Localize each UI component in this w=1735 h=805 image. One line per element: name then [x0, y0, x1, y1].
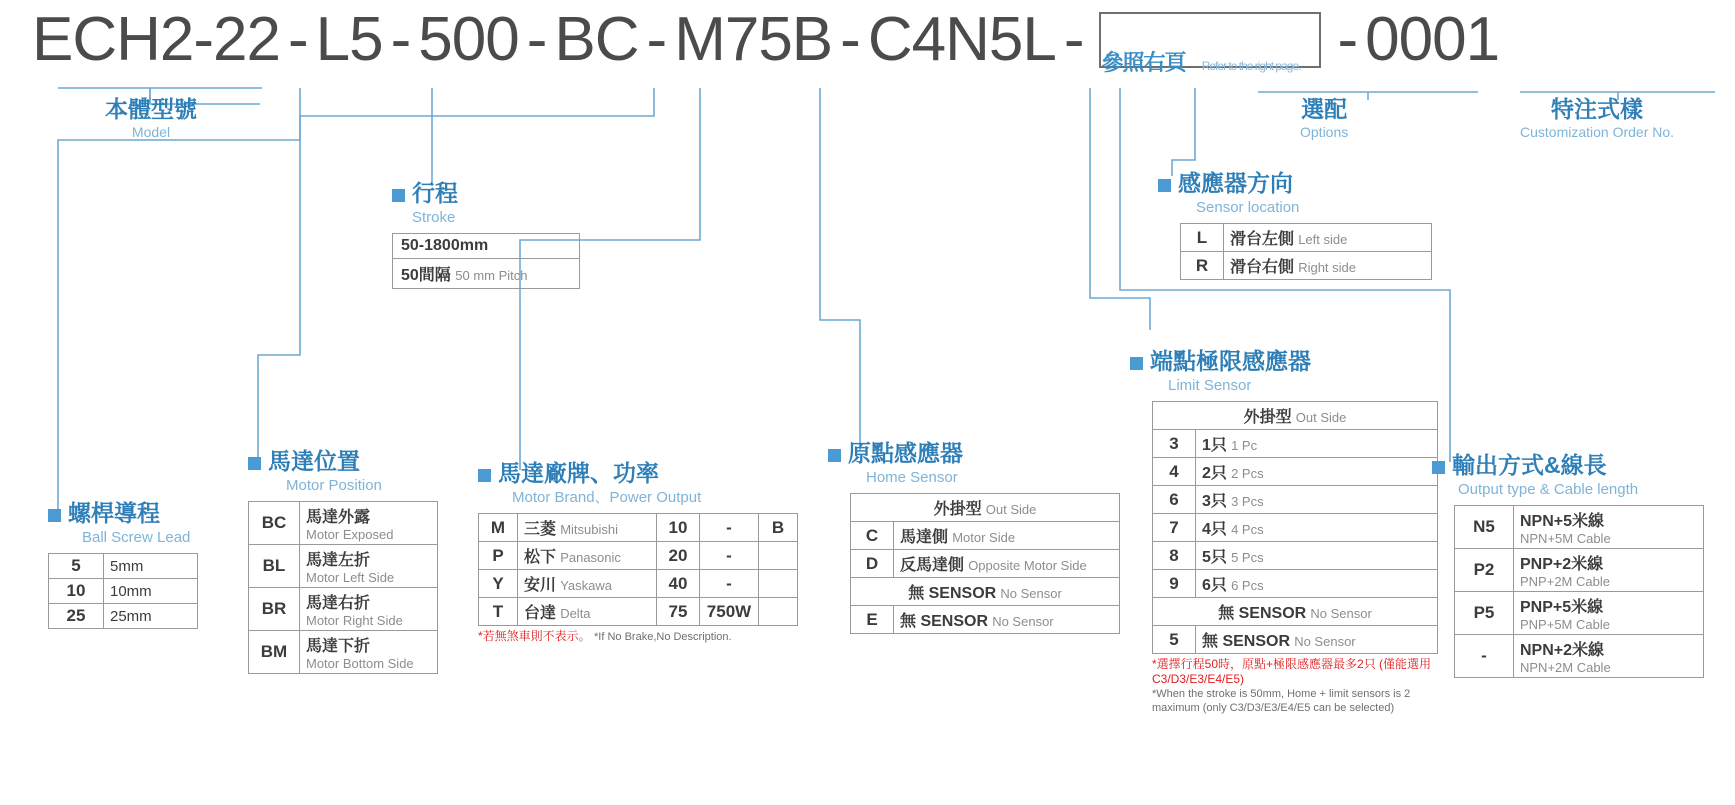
home-sensor-zh-1: 反馬達側 [900, 557, 965, 575]
output-type-desc-1 [1514, 549, 1704, 592]
limit-sensor-code-3: 7 [1153, 514, 1196, 542]
table-row [1153, 514, 1438, 542]
home-sensor-title-en: Home Sensor [866, 468, 958, 486]
pn-token-9: - [840, 5, 860, 74]
limit-sensor-desc-1 [1196, 458, 1438, 486]
motor-brand-pw-3: 75 [657, 598, 700, 626]
callout-model [105, 96, 197, 140]
home-sensor-nosensor-full [851, 578, 1120, 606]
sensor-location-zh-1: 滑台右側 [1230, 259, 1295, 277]
callout-motor-brand [478, 460, 808, 645]
ball-screw-val-1: 10mm [104, 579, 198, 604]
home-sensor-group-en: Out Side [985, 502, 1037, 518]
limit-sensor-table [1152, 401, 1438, 654]
table-row [1153, 626, 1438, 654]
output-type-zh-0: NPN+5米線 [1520, 513, 1605, 531]
limit-sensor-group-en: Out Side [1295, 410, 1347, 426]
output-type-code-3: - [1455, 635, 1514, 678]
callout-sensor-location [1158, 170, 1432, 280]
limit-sensor-desc-0 [1196, 430, 1438, 458]
output-type-title-zh: 輸出方式&線長 [1452, 452, 1607, 478]
limit-sensor-en-0: 1 Pc [1231, 438, 1258, 454]
bullet-square-icon [828, 449, 841, 462]
limit-sensor-nosensor-full [1153, 598, 1438, 626]
bullet-square-icon [392, 189, 405, 202]
ball-screw-val-0: 5mm [104, 554, 198, 579]
motor-position-code-1: BL [249, 545, 300, 588]
option-box-en: Refer to the right page. [1201, 58, 1301, 73]
table-row [1153, 402, 1438, 430]
motor-brand-en-2: Yaskawa [560, 578, 612, 594]
motor-position-desc-0 [300, 502, 438, 545]
table-row [1455, 592, 1704, 635]
sensor-location-code-1: R [1181, 252, 1224, 280]
sensor-location-en-0: Left side [1298, 232, 1348, 248]
output-type-zh-2: PNP+5米線 [1520, 599, 1604, 617]
output-type-code-1: P2 [1455, 549, 1514, 592]
output-type-desc-3 [1514, 635, 1704, 678]
limit-sensor-group [1153, 402, 1438, 430]
output-type-code-0: N5 [1455, 506, 1514, 549]
pn-token-1: - [288, 5, 308, 74]
output-type-desc-0 [1514, 506, 1704, 549]
motor-position-title-en: Motor Position [286, 476, 382, 494]
table-row [479, 570, 798, 598]
pn-token-5: - [526, 5, 547, 74]
motor-position-code-0: BC [249, 502, 300, 545]
limit-sensor-title-zh: 端點極限感應器 [1150, 348, 1311, 374]
motor-brand-name-0 [518, 514, 657, 542]
table-row [1153, 598, 1438, 626]
table-row [479, 514, 798, 542]
pn-token-10: C4N5L [867, 5, 1056, 74]
pn-token-6: BC [554, 5, 639, 74]
table-row [1153, 486, 1438, 514]
table-row [49, 579, 198, 604]
output-type-code-2: P5 [1455, 592, 1514, 635]
motor-brand-pwv-1: - [700, 542, 759, 570]
pn-tail-dash: - [1337, 5, 1358, 74]
home-sensor-nosensor-row-en: No Sensor [992, 614, 1054, 630]
motor-brand-code-3: T [479, 598, 518, 626]
limit-sensor-nosensor-row-zh: 無 SENSOR [1202, 633, 1291, 651]
motor-position-zh-0: 馬達外露 [306, 509, 371, 527]
table-row [249, 545, 438, 588]
motor-brand-brake-1 [759, 542, 798, 570]
table-row [49, 554, 198, 579]
limit-sensor-group-zh: 外掛型 [1243, 409, 1292, 427]
motor-brand-pw-0: 10 [657, 514, 700, 542]
limit-sensor-en-4: 5 Pcs [1231, 550, 1264, 566]
home-sensor-code-2: E [851, 606, 894, 634]
motor-position-en-1: Motor Left Side [306, 570, 395, 586]
home-sensor-code-0: C [851, 522, 894, 550]
table-row [851, 578, 1120, 606]
home-sensor-title-zh: 原點感應器 [848, 440, 963, 466]
motor-position-desc-2 [300, 588, 438, 631]
sensor-location-desc-0 [1224, 224, 1432, 252]
motor-brand-zh-1: 松下 [524, 549, 557, 567]
callout-stroke [392, 180, 580, 289]
home-sensor-table [850, 493, 1120, 634]
option-box-zh: 參照右頁 [1101, 49, 1186, 75]
stroke-table [392, 233, 580, 289]
stroke-title-en: Stroke [412, 208, 456, 226]
home-sensor-group [851, 494, 1120, 522]
limit-sensor-note-en: *When the stroke is 50mm, Home + limit sensors is 2 maximum (only C3/D3/E3/E4/E5 can be selected) [1152, 688, 1411, 714]
pn-token-0: ECH2-22 [32, 5, 280, 74]
sensor-location-table [1180, 223, 1432, 280]
pn-token-2: L5 [315, 5, 383, 74]
stroke-title-zh: 行程 [412, 180, 458, 206]
table-row [1153, 542, 1438, 570]
stroke-pitch-en: 50 mm Pitch [455, 268, 528, 284]
motor-position-en-0: Motor Exposed [306, 527, 394, 543]
limit-sensor-en-2: 3 Pcs [1231, 494, 1264, 510]
output-type-zh-1: PNP+2米線 [1520, 556, 1604, 574]
output-type-en-0: NPN+5M Cable [1520, 531, 1611, 547]
pn-token-3: - [390, 5, 411, 74]
motor-position-zh-2: 馬達右折 [306, 595, 371, 613]
output-type-zh-3: NPN+2米線 [1520, 642, 1605, 660]
motor-brand-table [478, 513, 798, 626]
home-sensor-nosensor-zh: 無 SENSOR [908, 585, 997, 603]
home-sensor-nosensor-row-zh: 無 SENSOR [900, 613, 989, 631]
option-placeholder-box[interactable] [1099, 12, 1321, 75]
output-type-title-en: Output type & Cable length [1458, 480, 1639, 498]
limit-sensor-zh-0: 1只 [1202, 437, 1227, 455]
limit-sensor-code-0: 3 [1153, 430, 1196, 458]
motor-position-zh-3: 馬達下折 [306, 638, 371, 656]
table-row [479, 598, 798, 626]
motor-brand-note-zh: *若無煞車則不表示。 [478, 629, 591, 644]
limit-sensor-code-5: 9 [1153, 570, 1196, 598]
home-sensor-en-1: Opposite Motor Side [968, 558, 1087, 574]
motor-position-zh-1: 馬達左折 [306, 552, 371, 570]
table-row [851, 550, 1120, 578]
table-row [851, 522, 1120, 550]
limit-sensor-zh-1: 2只 [1202, 465, 1227, 483]
motor-position-desc-1 [300, 545, 438, 588]
limit-sensor-en-5: 6 Pcs [1231, 578, 1264, 594]
motor-brand-brake-3 [759, 598, 798, 626]
customization-title-zh: 特注式樣 [1551, 96, 1644, 122]
limit-sensor-title-en: Limit Sensor [1168, 376, 1252, 394]
limit-sensor-zh-5: 6只 [1202, 577, 1227, 595]
options-title-zh: 選配 [1301, 96, 1348, 122]
limit-sensor-code-2: 6 [1153, 486, 1196, 514]
motor-brand-title-zh: 馬達廠牌、功率 [498, 460, 659, 486]
callout-motor-position [248, 448, 438, 674]
limit-sensor-zh-2: 3只 [1202, 493, 1227, 511]
table-row [249, 502, 438, 545]
home-sensor-desc-1 [894, 550, 1120, 578]
table-row [249, 631, 438, 674]
limit-sensor-code-5x: 5 [1153, 626, 1196, 654]
ball-screw-table [48, 553, 198, 629]
limit-sensor-desc-5 [1196, 570, 1438, 598]
sensor-location-en-1: Right side [1298, 260, 1356, 276]
sensor-location-title-zh: 感應器方向 [1178, 170, 1293, 196]
home-sensor-nosensor-en: No Sensor [1000, 586, 1062, 602]
motor-brand-brake-0: B [759, 514, 798, 542]
stroke-range: 50-1800mm [393, 234, 579, 259]
motor-brand-name-3 [518, 598, 657, 626]
callout-limit-sensor [1130, 348, 1442, 716]
callout-customization [1520, 96, 1674, 140]
limit-sensor-desc-3 [1196, 514, 1438, 542]
motor-position-desc-3 [300, 631, 438, 674]
motor-position-code-2: BR [249, 588, 300, 631]
motor-brand-name-1 [518, 542, 657, 570]
customization-title-en: Customization Order No. [1520, 123, 1675, 140]
motor-brand-pw-1: 20 [657, 542, 700, 570]
ball-screw-val-2: 25mm [104, 604, 198, 629]
table-row [1153, 570, 1438, 598]
home-sensor-zh-0: 馬達側 [900, 529, 949, 547]
limit-sensor-desc-4 [1196, 542, 1438, 570]
limit-sensor-zh-4: 5只 [1202, 549, 1227, 567]
limit-sensor-nosensor-zh: 無 SENSOR [1218, 605, 1307, 623]
bullet-square-icon [1130, 357, 1143, 370]
motor-brand-zh-3: 台達 [524, 605, 557, 623]
output-type-en-3: NPN+2M Cable [1520, 660, 1611, 676]
limit-sensor-desc-2 [1196, 486, 1438, 514]
bullet-square-icon [1432, 461, 1445, 474]
output-type-table [1454, 505, 1704, 678]
table-row [1455, 635, 1704, 678]
motor-position-code-3: BM [249, 631, 300, 674]
motor-brand-en-3: Delta [560, 606, 591, 622]
pn-token-8: M75B [674, 5, 833, 74]
ball-screw-title-en: Ball Screw Lead [82, 528, 191, 546]
model-title-en: Model [131, 123, 171, 140]
motor-position-en-3: Motor Bottom Side [306, 656, 414, 672]
sensor-location-code-0: L [1181, 224, 1224, 252]
limit-sensor-nosensor-en: No Sensor [1310, 606, 1372, 622]
output-type-desc-2 [1514, 592, 1704, 635]
motor-brand-pwv-0: - [700, 514, 759, 542]
motor-brand-note-en: *If No Brake,No Description. [594, 631, 732, 644]
table-row [249, 588, 438, 631]
pn-tail: 0001 [1365, 5, 1500, 74]
limit-sensor-code-4: 8 [1153, 542, 1196, 570]
motor-position-en-2: Motor Right Side [306, 613, 403, 629]
home-sensor-desc-2 [894, 606, 1120, 634]
sensor-location-desc-1 [1224, 252, 1432, 280]
home-sensor-en-0: Motor Side [952, 530, 1016, 546]
sensor-location-title-en: Sensor location [1196, 198, 1300, 216]
table-row [851, 606, 1120, 634]
motor-brand-code-1: P [479, 542, 518, 570]
table-row [49, 604, 198, 629]
motor-brand-zh-0: 三菱 [524, 521, 557, 539]
bullet-square-icon [48, 509, 61, 522]
callout-options [1300, 96, 1348, 140]
ball-screw-code-1: 10 [49, 579, 104, 604]
limit-sensor-en-3: 4 Pcs [1231, 522, 1264, 538]
callout-home-sensor [828, 440, 1120, 634]
limit-sensor-code-1: 4 [1153, 458, 1196, 486]
options-title-en: Options [1300, 123, 1349, 140]
table-row [1153, 430, 1438, 458]
stroke-pitch-zh: 50間隔 [401, 267, 451, 285]
table-row [479, 542, 798, 570]
limit-sensor-nosensor-row-en: No Sensor [1294, 634, 1356, 650]
table-row [1455, 506, 1704, 549]
motor-brand-zh-2: 安川 [524, 577, 557, 595]
stroke-pitch [393, 259, 579, 288]
home-sensor-code-1: D [851, 550, 894, 578]
home-sensor-group-zh: 外掛型 [933, 501, 982, 519]
table-row [1181, 224, 1432, 252]
motor-brand-name-2 [518, 570, 657, 598]
callout-ball-screw-lead [48, 500, 198, 629]
motor-brand-title-en: Motor Brand、Power Output [512, 488, 702, 506]
motor-brand-en-0: Mitsubishi [560, 522, 618, 538]
part-number [30, 4, 1501, 75]
motor-position-title-zh: 馬達位置 [268, 448, 360, 474]
motor-brand-code-0: M [479, 514, 518, 542]
callout-output-type [1432, 452, 1704, 678]
limit-sensor-en-1: 2 Pcs [1231, 466, 1264, 482]
motor-brand-en-1: Panasonic [560, 550, 621, 566]
output-type-en-2: PNP+5M Cable [1520, 617, 1610, 633]
output-type-en-1: PNP+2M Cable [1520, 574, 1610, 590]
limit-sensor-zh-3: 4只 [1202, 521, 1227, 539]
limit-sensor-desc-5x [1196, 626, 1438, 654]
pn-token-7: - [646, 5, 667, 74]
sensor-location-zh-0: 滑台左側 [1230, 231, 1295, 249]
pn-token-11: - [1063, 5, 1084, 74]
table-row [1181, 252, 1432, 280]
motor-brand-brake-2 [759, 570, 798, 598]
motor-brand-note [478, 629, 808, 645]
table-row [1455, 549, 1704, 592]
table-row [851, 494, 1120, 522]
table-row [1153, 458, 1438, 486]
motor-brand-pwv-3: 750W [700, 598, 759, 626]
home-sensor-desc-0 [894, 522, 1120, 550]
ball-screw-title-zh: 螺桿導程 [68, 500, 160, 526]
bullet-square-icon [248, 457, 261, 470]
motor-brand-code-2: Y [479, 570, 518, 598]
bullet-square-icon [478, 469, 491, 482]
bullet-square-icon [1158, 179, 1171, 192]
motor-brand-pwv-2: - [700, 570, 759, 598]
ball-screw-code-2: 25 [49, 604, 104, 629]
ball-screw-code-0: 5 [49, 554, 104, 579]
motor-position-table [248, 501, 438, 674]
model-title-zh: 本體型號 [105, 96, 197, 122]
motor-brand-pw-2: 40 [657, 570, 700, 598]
limit-sensor-note-zh: *選擇行程50時，原點+極限感應器最多2只 (僅能選用C3/D3/E3/E4/E5) [1152, 657, 1432, 687]
pn-token-4: 500 [418, 5, 519, 74]
